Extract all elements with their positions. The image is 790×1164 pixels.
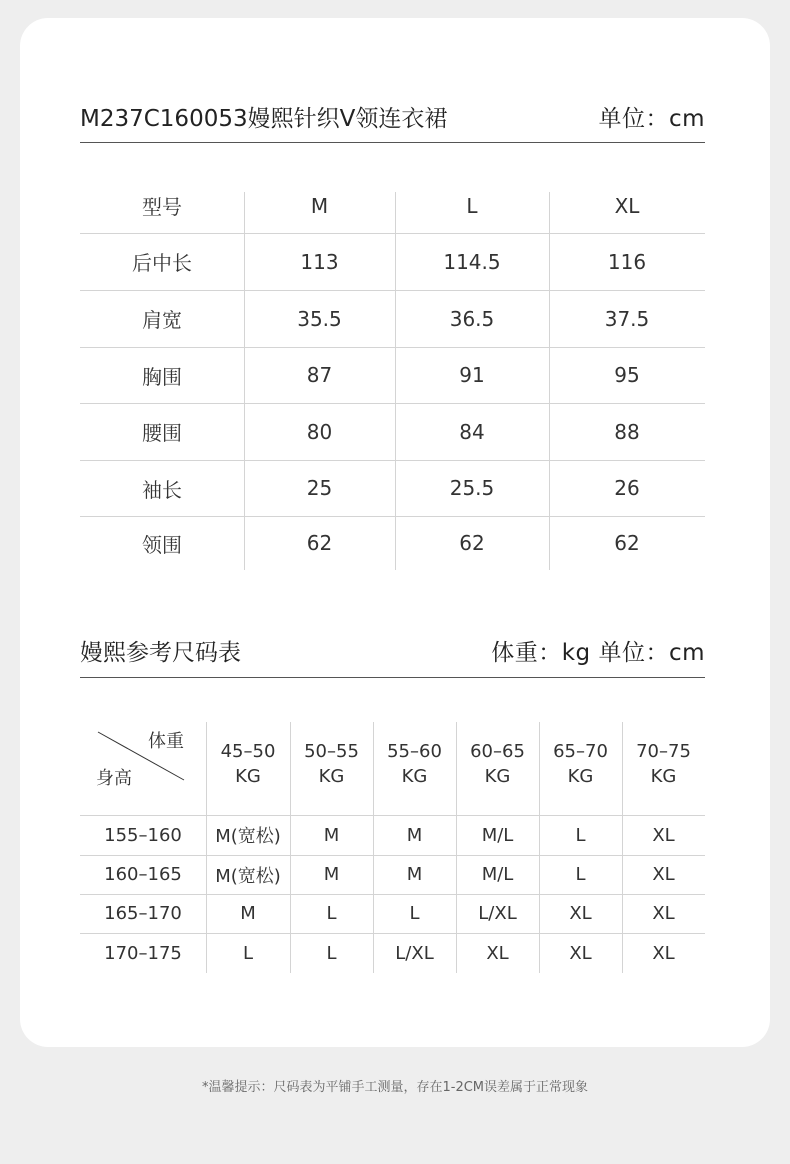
weight-header: 60–65: [470, 740, 525, 762]
corner-weight-label: 体重: [148, 731, 184, 752]
column-divider: [290, 722, 291, 973]
product-title: M237C160053嫚熙针织V领连衣裙: [80, 105, 448, 132]
size-cell: L: [409, 903, 420, 924]
size-cell: XL: [652, 903, 675, 924]
row-label: 袖长: [142, 477, 182, 502]
table-cell: 37.5: [604, 306, 650, 331]
column-header-size: L: [466, 193, 478, 218]
reference-unit: 体重：kg 单位：cm: [491, 640, 705, 666]
table-cell: 114.5: [443, 249, 501, 274]
table-cell: 25.5: [449, 476, 495, 500]
size-cell: L: [575, 824, 586, 846]
height-range-label: 155–160: [104, 824, 182, 846]
row-label: 胸围: [142, 364, 182, 389]
size-cell: XL: [652, 864, 675, 885]
size-cell: M(宽松): [215, 865, 281, 887]
product-table-header: [80, 90, 705, 143]
column-divider: [622, 722, 623, 973]
size-cell: L: [575, 864, 586, 885]
height-range-label: 160–165: [104, 864, 182, 885]
table-cell: 35.5: [297, 306, 342, 331]
table-cell: 91: [459, 363, 485, 387]
size-cell: L/XL: [395, 942, 434, 964]
size-cell: XL: [569, 903, 592, 924]
table-cell: 36.5: [449, 306, 495, 331]
column-header-size: M: [310, 193, 329, 218]
row-divider: [80, 460, 705, 461]
size-cell: M/L: [481, 864, 514, 885]
table-cell: 113: [300, 249, 339, 274]
row-label: 后中长: [132, 251, 192, 275]
footer-note: *温馨提示：尺码表为平铺手工测量，存在1-2CM误差属于正常现象: [201, 1080, 589, 1095]
size-cell: M: [406, 824, 423, 846]
weight-header: 65–70: [553, 740, 608, 762]
row-divider: [80, 894, 705, 895]
size-cell: M(宽松): [215, 826, 281, 847]
size-cell: L: [326, 903, 337, 924]
reference-table-header: [80, 624, 705, 678]
row-divider: [80, 815, 705, 816]
weight-header: 45–50: [220, 740, 276, 762]
row-label: 肩宽: [142, 308, 182, 332]
size-cell: XL: [652, 942, 675, 964]
table-cell: 26: [614, 476, 640, 500]
size-cell: XL: [486, 942, 509, 964]
weight-header-unit: KG: [401, 765, 428, 787]
table-cell: 80: [306, 419, 333, 444]
weight-header-unit: KG: [235, 765, 261, 787]
row-divider: [80, 403, 705, 404]
column-header-model: 型号: [142, 195, 182, 219]
size-cell: L: [326, 942, 337, 964]
column-divider: [206, 722, 207, 973]
column-divider: [539, 722, 540, 973]
weight-header-unit: KG: [650, 765, 677, 787]
size-cell: XL: [569, 942, 592, 964]
table-cell: 87: [306, 363, 333, 387]
column-divider: [395, 192, 396, 570]
table-cell: 62: [614, 531, 640, 555]
table-cell: 25: [306, 476, 333, 500]
product-unit: 单位：cm: [598, 105, 705, 132]
table-cell: 95: [614, 363, 640, 387]
row-label: 领围: [142, 532, 182, 557]
row-divider: [80, 855, 705, 856]
column-header-size: XL: [614, 193, 640, 218]
column-divider: [373, 722, 374, 973]
row-divider: [80, 233, 705, 234]
row-divider: [80, 290, 705, 291]
column-divider: [244, 192, 245, 570]
reference-title: 嫚熙参考尺码表: [80, 640, 241, 666]
table-cell: 84: [459, 419, 485, 444]
size-cell: M: [323, 864, 340, 885]
row-divider: [80, 347, 705, 348]
weight-header: 55–60: [387, 740, 442, 762]
weight-header-unit: KG: [484, 765, 511, 787]
table-cell: 62: [459, 531, 485, 555]
table-cell: 116: [607, 249, 647, 274]
size-cell: L/XL: [478, 903, 517, 924]
row-divider: [80, 933, 705, 934]
weight-header-unit: KG: [318, 765, 345, 787]
height-range-label: 165–170: [104, 903, 182, 924]
row-divider: [80, 516, 705, 517]
weight-header-unit: KG: [567, 765, 594, 787]
column-divider: [549, 192, 550, 570]
height-range-label: 170–175: [104, 942, 182, 964]
size-cell: XL: [652, 824, 675, 846]
row-label: 腰围: [142, 421, 182, 445]
corner-height-label: 身高: [96, 768, 132, 789]
size-cell: M: [323, 824, 340, 846]
weight-header: 50–55: [304, 740, 359, 762]
size-cell: M/L: [481, 824, 514, 846]
column-divider: [456, 722, 457, 973]
weight-header: 70–75: [636, 740, 691, 762]
table-cell: 62: [306, 531, 333, 555]
table-cell: 88: [614, 419, 640, 444]
size-cell: L: [242, 942, 254, 964]
size-cell: M: [240, 903, 256, 924]
size-cell: M: [406, 864, 423, 885]
